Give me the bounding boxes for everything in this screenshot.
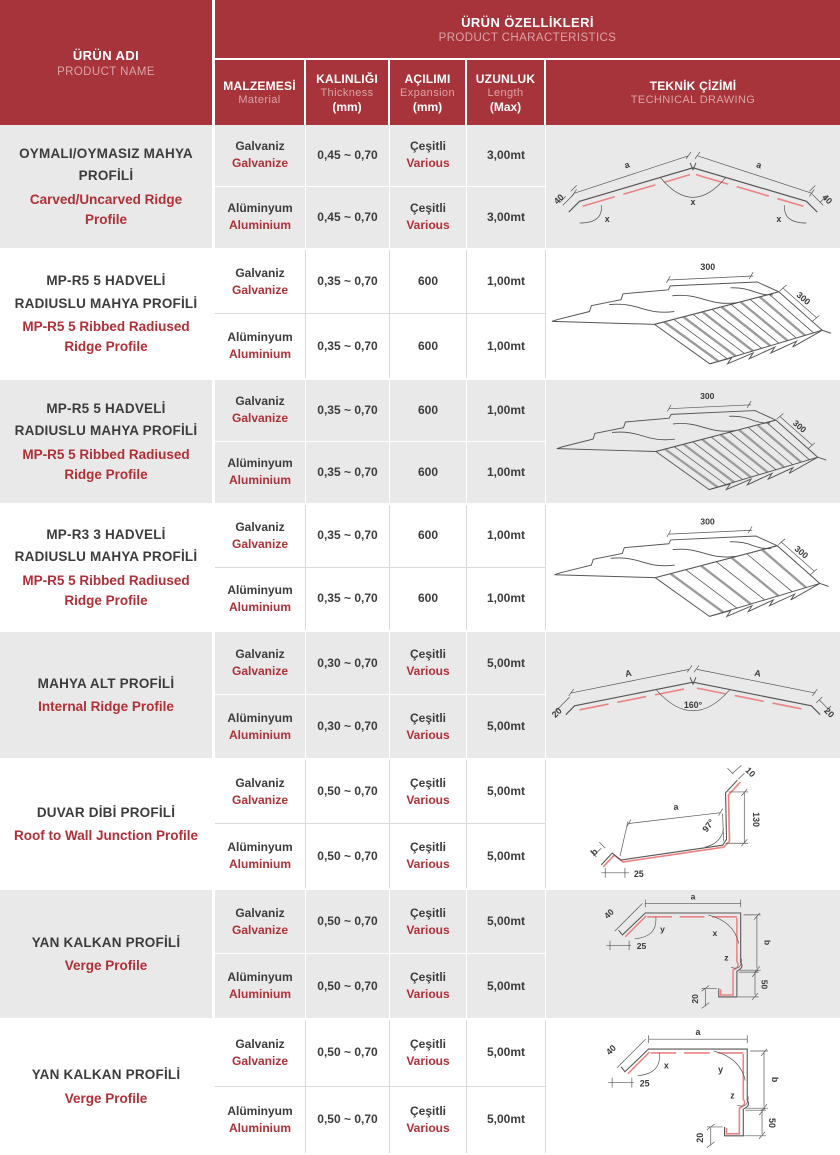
- svg-text:x: x: [604, 214, 610, 225]
- product-name-header-en: PRODUCT NAME: [57, 65, 155, 78]
- data-cell: 600: [390, 442, 467, 504]
- data-cell: 0,35 ~ 0,70: [306, 568, 390, 631]
- product-name-cell: [0, 505, 215, 630]
- svg-text:A: A: [624, 667, 633, 679]
- table-body: [0, 125, 840, 1155]
- data-cell: Çeşitli Various: [390, 125, 467, 187]
- data-cell: 5,00mt: [467, 695, 546, 758]
- svg-text:y: y: [718, 1064, 724, 1075]
- data-cell: Çeşitli Various: [390, 695, 467, 758]
- characteristics-section: [215, 0, 840, 125]
- svg-text:40: 40: [603, 1042, 619, 1057]
- column-header-3: AÇILIMI Expansion (mm): [390, 60, 467, 125]
- data-cell: 3,00mt: [467, 125, 546, 187]
- svg-text:50: 50: [759, 979, 770, 990]
- technical-drawing: [546, 125, 840, 248]
- product-name-cell: [0, 125, 215, 248]
- svg-text:x: x: [690, 197, 696, 208]
- svg-text:x: x: [776, 214, 782, 225]
- data-cell: 5,00mt: [467, 1087, 546, 1154]
- data-cell: 1,00mt: [467, 380, 546, 442]
- svg-text:A: A: [753, 667, 762, 679]
- column-headers: [215, 60, 840, 125]
- column-header-4: UZUNLUK Length (Max): [467, 60, 546, 125]
- svg-text:x: x: [663, 1060, 669, 1071]
- data-cell: 5,00mt: [467, 954, 546, 1018]
- column-header-1: MALZEMESİ Material: [215, 60, 306, 125]
- data-cell: 5,00mt: [467, 1020, 546, 1087]
- data-cell: 0,35 ~ 0,70: [306, 442, 390, 504]
- svg-text:y: y: [660, 924, 665, 935]
- data-cell: Galvaniz Galvanize: [215, 632, 306, 695]
- data-cell: 0,50 ~ 0,70: [306, 954, 390, 1018]
- technical-drawing: [546, 760, 840, 888]
- data-cell: Çeşitli Various: [390, 890, 467, 954]
- svg-text:300: 300: [792, 543, 811, 561]
- data-cell: 600: [390, 568, 467, 631]
- product-name-cell: [0, 632, 215, 758]
- product-row: [0, 250, 840, 380]
- data-cell: 0,45 ~ 0,70: [306, 187, 390, 249]
- data-cell: 0,50 ~ 0,70: [306, 824, 390, 888]
- svg-text:a: a: [623, 159, 631, 171]
- data-cell: 0,30 ~ 0,70: [306, 695, 390, 758]
- product-name-tr: YAN KALKAN PROFİLİ: [31, 1067, 181, 1083]
- svg-text:25: 25: [639, 1078, 650, 1089]
- product-name-tr: DUVAR DİBİ PROFİLİ: [36, 804, 176, 820]
- data-cell: Alüminyum Aluminium: [215, 187, 306, 249]
- product-name-en: MP-R5 5 Ribbed Radiused Ridge Profile: [22, 572, 190, 608]
- product-name-tr: MP-R5 5 HADVELİ RADIUSLU MAHYA PROFİLİ: [14, 400, 198, 439]
- data-cell: Çeşitli Various: [390, 187, 467, 249]
- data-cell: 0,45 ~ 0,70: [306, 125, 390, 187]
- svg-text:300: 300: [700, 516, 715, 527]
- data-cell: Galvaniz Galvanize: [215, 760, 306, 824]
- data-cell: Galvaniz Galvanize: [215, 1020, 306, 1087]
- data-cell: Galvaniz Galvanize: [215, 505, 306, 568]
- product-name-header-tr: ÜRÜN ADI: [72, 47, 140, 63]
- svg-text:20: 20: [550, 705, 564, 720]
- data-cell: Galvaniz Galvanize: [215, 890, 306, 954]
- data-cell: 0,50 ~ 0,70: [306, 760, 390, 824]
- product-name-en: Carved/Uncarved Ridge Profile: [29, 191, 183, 227]
- product-row: [0, 632, 840, 760]
- data-cell: Çeşitli Various: [390, 954, 467, 1018]
- svg-text:10: 10: [743, 765, 758, 780]
- data-cell: 0,35 ~ 0,70: [306, 250, 390, 314]
- data-cell: 1,00mt: [467, 314, 546, 378]
- product-name-cell: [0, 380, 215, 503]
- data-cell: 0,30 ~ 0,70: [306, 632, 390, 695]
- svg-text:300: 300: [700, 262, 716, 273]
- data-cell: 1,00mt: [467, 568, 546, 631]
- data-cell: 600: [390, 314, 467, 378]
- characteristics-header-tr: ÜRÜN ÖZELLİKLERİ: [461, 14, 594, 30]
- svg-text:b: b: [769, 1076, 780, 1083]
- technical-drawing: [546, 1020, 840, 1153]
- data-cell: 5,00mt: [467, 632, 546, 695]
- product-row: [0, 125, 840, 250]
- svg-text:40: 40: [601, 906, 616, 921]
- column-header-5: TEKNİK ÇİZİMİ TECHNICAL DRAWING: [546, 60, 840, 125]
- data-cell: 1,00mt: [467, 442, 546, 504]
- technical-drawing: [546, 380, 840, 503]
- svg-text:130: 130: [751, 812, 762, 827]
- product-name-en: Verge Profile: [64, 958, 148, 973]
- product-row: [0, 1020, 840, 1155]
- product-name-cell: [0, 1020, 215, 1153]
- product-name-en: MP-R5 5 Ribbed Radiused Ridge Profile: [22, 446, 190, 482]
- product-name-en: Roof to Wall Junction Profile: [14, 828, 198, 843]
- svg-text:40: 40: [820, 192, 835, 207]
- data-cell: Çeşitli Various: [390, 1087, 467, 1154]
- svg-text:160°: 160°: [683, 699, 703, 710]
- data-cell: 5,00mt: [467, 824, 546, 888]
- svg-text:a: a: [695, 1027, 701, 1038]
- product-name-cell: [0, 250, 215, 378]
- technical-drawing: [546, 505, 840, 630]
- product-name-tr: MP-R5 5 HADVELİ RADIUSLU MAHYA PROFİLİ: [14, 273, 198, 311]
- svg-text:20: 20: [689, 994, 700, 1004]
- data-cell: 1,00mt: [467, 505, 546, 568]
- svg-text:25: 25: [633, 868, 644, 879]
- data-cell: 600: [390, 250, 467, 314]
- data-cell: Çeşitli Various: [390, 1020, 467, 1087]
- svg-text:20: 20: [694, 1132, 705, 1143]
- product-name-en: Internal Ridge Profile: [38, 699, 174, 714]
- data-cell: Çeşitli Various: [390, 760, 467, 824]
- svg-text:b: b: [762, 939, 773, 946]
- technical-drawing: [546, 632, 840, 758]
- data-cell: Çeşitli Various: [390, 632, 467, 695]
- data-cell: Alüminyum Aluminium: [215, 568, 306, 631]
- product-name-tr: MAHYA ALT PROFİLİ: [37, 675, 175, 691]
- svg-text:a: a: [672, 801, 679, 812]
- data-cell: 0,50 ~ 0,70: [306, 1087, 390, 1154]
- svg-text:300: 300: [790, 417, 809, 435]
- data-cell: Alüminyum Aluminium: [215, 1087, 306, 1154]
- data-cell: Galvaniz Galvanize: [215, 250, 306, 314]
- svg-text:b: b: [588, 846, 600, 858]
- product-row: [0, 380, 840, 505]
- product-name-tr: OYMALI/OYMASIZ MAHYA PROFİLİ: [19, 145, 193, 184]
- product-name-cell: [0, 890, 215, 1018]
- product-row: [0, 890, 840, 1020]
- data-cell: Alüminyum Aluminium: [215, 695, 306, 758]
- svg-text:20: 20: [822, 705, 836, 720]
- svg-text:50: 50: [766, 1118, 777, 1128]
- product-name-tr: MP-R3 3 HADVELİ RADIUSLU MAHYA PROFİLİ: [14, 526, 198, 565]
- product-name-tr: YAN KALKAN PROFİLİ: [31, 934, 181, 950]
- product-name-header: [0, 0, 215, 125]
- table-header: [0, 0, 840, 125]
- data-cell: 0,35 ~ 0,70: [306, 314, 390, 378]
- data-cell: Alüminyum Aluminium: [215, 442, 306, 504]
- data-cell: Alüminyum Aluminium: [215, 954, 306, 1018]
- data-cell: 5,00mt: [467, 890, 546, 954]
- svg-text:x: x: [712, 927, 718, 938]
- technical-drawing: [546, 250, 840, 378]
- svg-text:40: 40: [551, 192, 566, 207]
- svg-text:z: z: [724, 952, 729, 963]
- data-cell: Galvaniz Galvanize: [215, 125, 306, 187]
- characteristics-header: [215, 0, 840, 60]
- svg-text:300: 300: [700, 391, 715, 402]
- data-cell: 3,00mt: [467, 187, 546, 249]
- product-row: [0, 760, 840, 890]
- svg-text:z: z: [730, 1090, 735, 1101]
- data-cell: 0,35 ~ 0,70: [306, 380, 390, 442]
- data-cell: 0,35 ~ 0,70: [306, 505, 390, 568]
- product-row: [0, 505, 840, 632]
- data-cell: Alüminyum Aluminium: [215, 824, 306, 888]
- svg-text:97°: 97°: [700, 817, 717, 834]
- data-cell: 5,00mt: [467, 760, 546, 824]
- characteristics-header-en: PRODUCT CHARACTERISTICS: [438, 31, 617, 44]
- data-cell: 600: [390, 505, 467, 568]
- column-header-2: KALINLIĞI Thickness (mm): [306, 60, 390, 125]
- svg-text:a: a: [755, 159, 763, 171]
- svg-text:300: 300: [794, 289, 813, 307]
- data-cell: 1,00mt: [467, 250, 546, 314]
- technical-drawing: [546, 890, 840, 1018]
- product-name-en: Verge Profile: [64, 1090, 148, 1106]
- product-name-cell: [0, 760, 215, 888]
- product-name-en: MP-R5 5 Ribbed Radiused Ridge Profile: [22, 319, 190, 355]
- data-cell: Galvaniz Galvanize: [215, 380, 306, 442]
- svg-text:25: 25: [636, 941, 647, 952]
- data-cell: 0,50 ~ 0,70: [306, 890, 390, 954]
- data-cell: Çeşitli Various: [390, 824, 467, 888]
- data-cell: 600: [390, 380, 467, 442]
- data-cell: 0,50 ~ 0,70: [306, 1020, 390, 1087]
- data-cell: Alüminyum Aluminium: [215, 314, 306, 378]
- svg-text:a: a: [690, 892, 696, 902]
